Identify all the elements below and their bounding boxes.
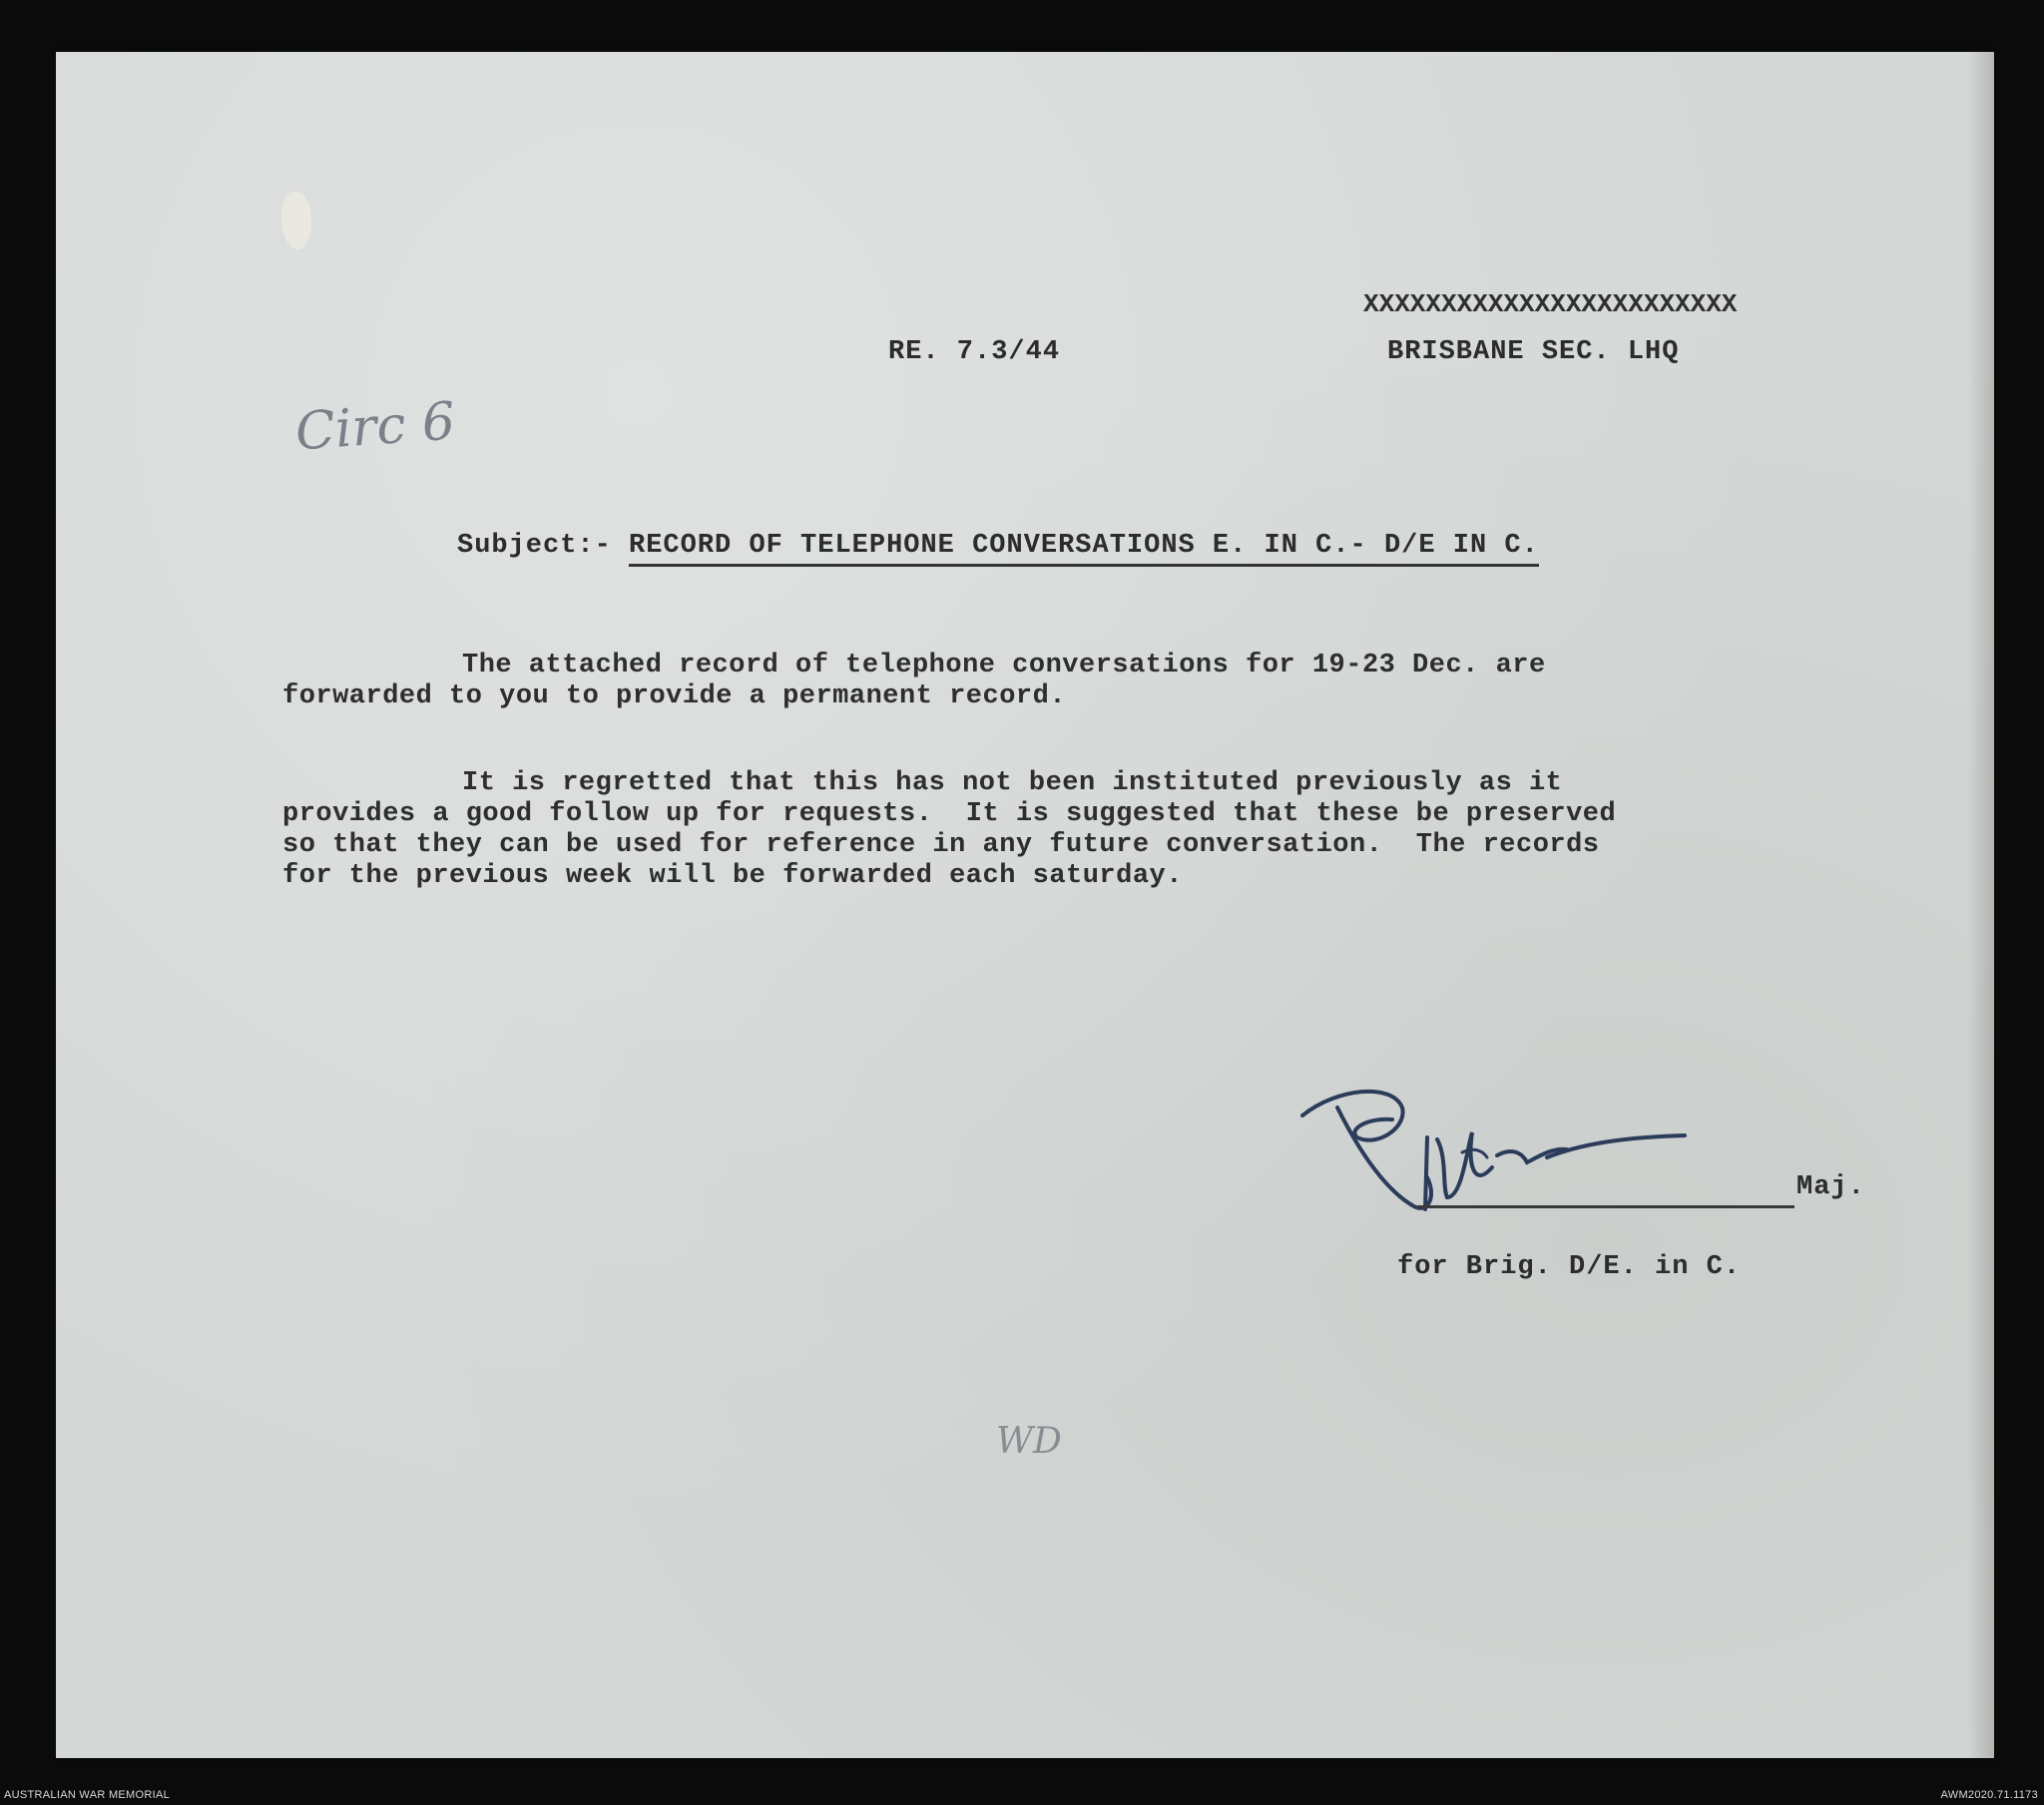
- paragraph-2: [282, 768, 1899, 892]
- redacted-header: XXXXXXXXXXXXXXXXXXXXXXXX: [1363, 289, 1738, 319]
- paragraph-2-line: so that they can be used for reference in any future conversation. The records: [282, 830, 1600, 860]
- signature-stroke: [1425, 1132, 1685, 1209]
- reference-number: RE. 7.3/44: [888, 337, 1061, 367]
- signatory-on-behalf-of: for Brig. D/E. in C.: [1397, 1252, 1742, 1282]
- subject-label: Subject:-: [457, 531, 612, 561]
- paper-damage-mark: [281, 192, 311, 249]
- footer-accession-number: AWM2020.71.1173: [1940, 1789, 2038, 1801]
- signatory-rank: Maj.: [1796, 1172, 1865, 1202]
- paragraph-1-line: The attached record of telephone conversations for 19-23 Dec. are: [462, 651, 1546, 680]
- paragraph-2-line: provides a good follow up for requests. It is suggested that these be preserved: [282, 799, 1617, 829]
- subject-title: RECORD OF TELEPHONE CONVERSATIONS E. IN C.- D/E IN C.: [629, 531, 1539, 567]
- paragraph-2-line: for the previous week will be forwarded each saturday.: [282, 861, 1183, 891]
- bottom-note-handwritten: WD: [996, 1421, 1062, 1462]
- paragraph-1-line: forwarded to you to provide a permanent record.: [282, 681, 1067, 711]
- signature-line: [1417, 1205, 1794, 1208]
- footer-institution: AUSTRALIAN WAR MEMORIAL: [4, 1789, 171, 1801]
- signature-stroke: [1302, 1092, 1431, 1208]
- subject-line: [457, 531, 1539, 561]
- paragraph-1: [282, 651, 1899, 712]
- origin-office: BRISBANE SEC. LHQ: [1387, 337, 1680, 367]
- margin-note-handwritten: Circ 6: [293, 391, 457, 463]
- paragraph-2-line: It is regretted that this has not been instituted previously as it: [462, 768, 1563, 798]
